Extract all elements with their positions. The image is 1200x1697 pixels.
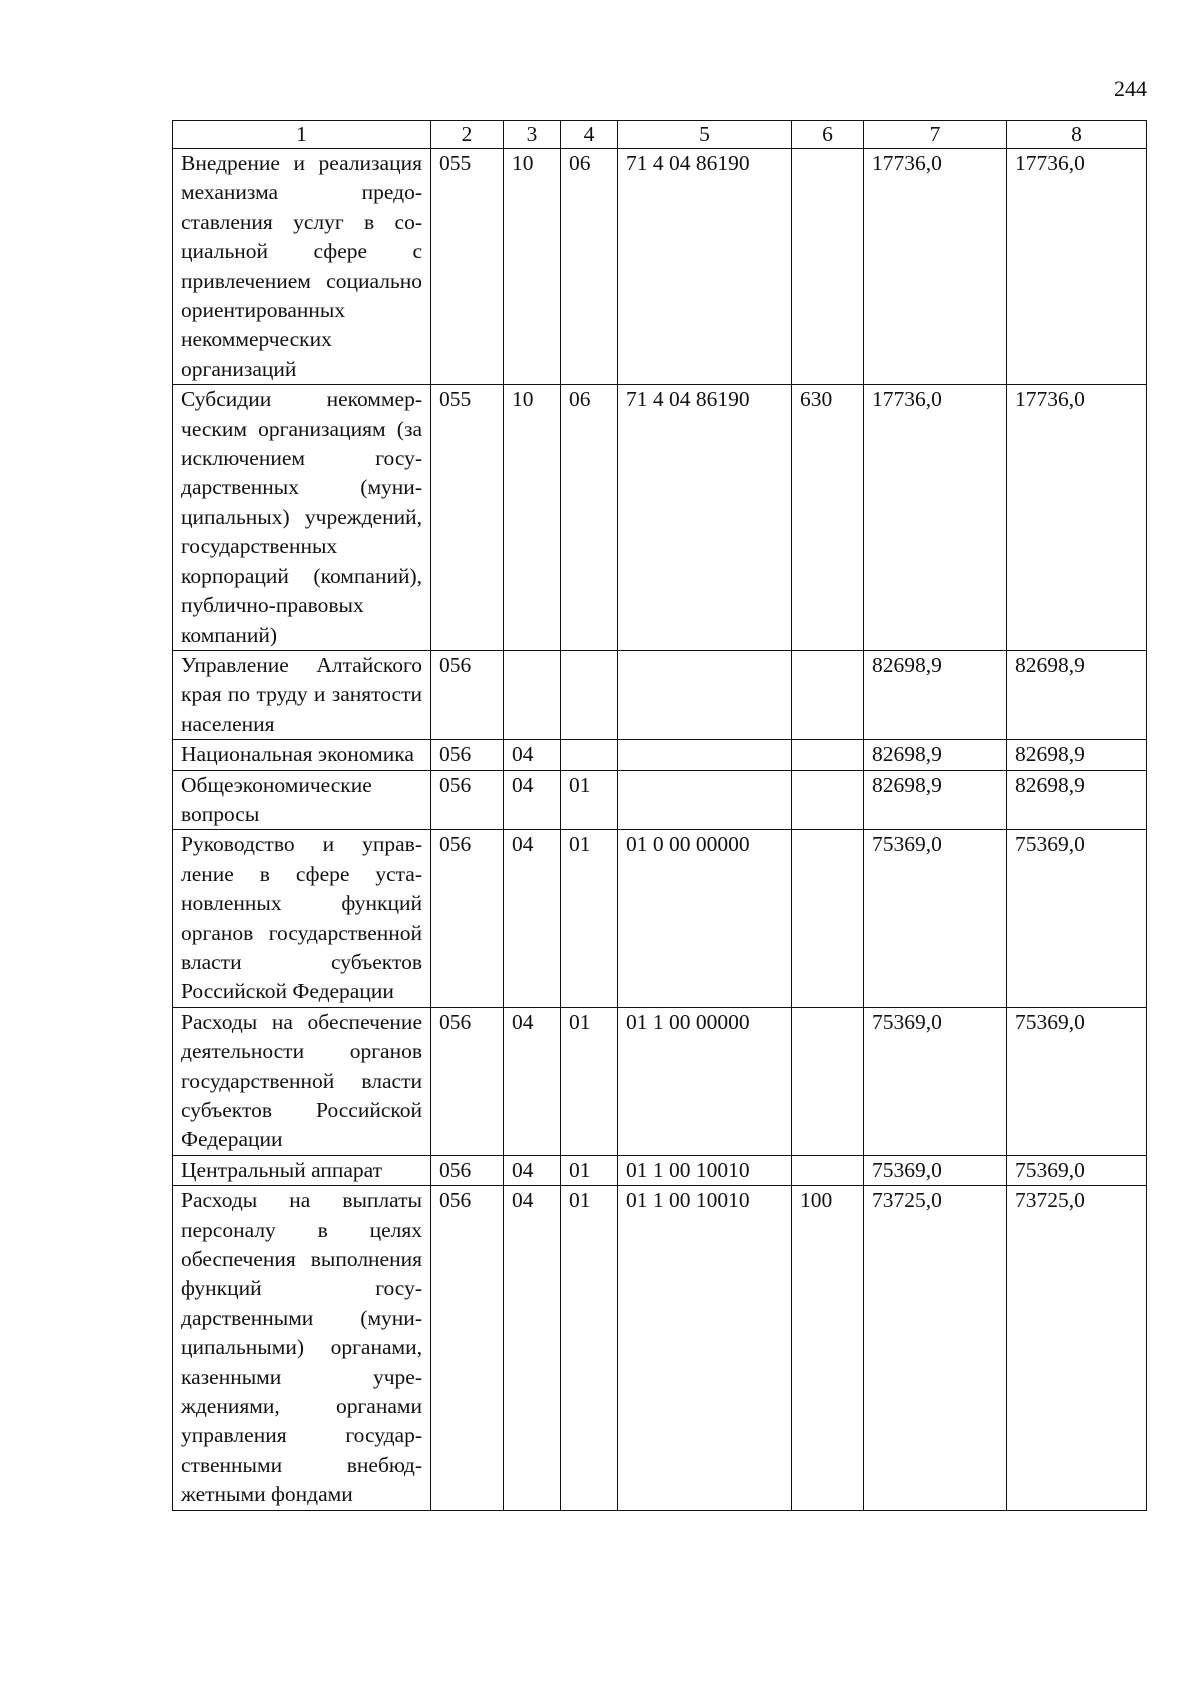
target-article-cell: 71 4 04 86190 <box>618 149 792 385</box>
section-cell <box>504 650 561 739</box>
subsection-cell: 01 <box>561 770 618 830</box>
admin-code-cell: 056 <box>431 1186 504 1510</box>
table-row <box>173 830 1147 1007</box>
target-article-cell <box>618 740 792 770</box>
amount-col7-cell: 82698,9 <box>864 740 1007 770</box>
table-row <box>173 385 1147 651</box>
admin-code-cell: 055 <box>431 385 504 651</box>
section-cell: 04 <box>504 740 561 770</box>
row-name-cell: Внедрение и реализация механизма предоставления услуг в социальной сфере с привлечением социально ориентированных некоммерческих организаций <box>173 149 431 385</box>
subsection-cell: 01 <box>561 1155 618 1185</box>
expense-type-cell <box>792 149 864 385</box>
section-cell: 10 <box>504 385 561 651</box>
admin-code-cell: 056 <box>431 770 504 830</box>
row-name-cell: Расходы на обеспечение деятельности органов государственной власти субъектов Российской Федерации <box>173 1007 431 1155</box>
subsection-cell: 01 <box>561 1007 618 1155</box>
row-name-cell: Расходы на выплаты персоналу в целях обеспечения выполнения функций государственными (муниципальными) органами, казенными учреждениями, органами управления государственными внебюджетными фондами <box>173 1186 431 1510</box>
row-name-cell: Центральный аппарат <box>173 1155 431 1185</box>
subsection-cell: 01 <box>561 830 618 1007</box>
subsection-cell <box>561 650 618 739</box>
section-cell: 04 <box>504 830 561 1007</box>
amount-col7-cell: 75369,0 <box>864 830 1007 1007</box>
table-row <box>173 650 1147 739</box>
column-header: 1 <box>173 121 431 149</box>
table-body <box>173 149 1147 1511</box>
target-article-cell: 01 1 00 10010 <box>618 1186 792 1510</box>
target-article-cell: 01 0 00 00000 <box>618 830 792 1007</box>
amount-col8-cell: 75369,0 <box>1007 830 1147 1007</box>
target-article-cell <box>618 770 792 830</box>
table-row <box>173 740 1147 770</box>
table-row <box>173 1186 1147 1510</box>
column-header: 4 <box>561 121 618 149</box>
table-row <box>173 1155 1147 1185</box>
section-cell: 10 <box>504 149 561 385</box>
table-row <box>173 770 1147 830</box>
amount-col8-cell: 82698,9 <box>1007 650 1147 739</box>
amount-col8-cell: 17736,0 <box>1007 385 1147 651</box>
section-cell: 04 <box>504 1186 561 1510</box>
amount-col7-cell: 75369,0 <box>864 1155 1007 1185</box>
row-name-cell: Управление Алтайского края по труду и занятости населения <box>173 650 431 739</box>
amount-col7-cell: 82698,9 <box>864 770 1007 830</box>
amount-col7-cell: 73725,0 <box>864 1186 1007 1510</box>
amount-col7-cell: 17736,0 <box>864 385 1007 651</box>
amount-col8-cell: 82698,9 <box>1007 740 1147 770</box>
section-cell: 04 <box>504 1007 561 1155</box>
expense-type-cell <box>792 1155 864 1185</box>
expense-type-cell <box>792 740 864 770</box>
subsection-cell: 01 <box>561 1186 618 1510</box>
expense-type-cell: 630 <box>792 385 864 651</box>
expense-type-cell <box>792 650 864 739</box>
table-row <box>173 149 1147 385</box>
subsection-cell: 06 <box>561 149 618 385</box>
row-name-cell: Национальная экономика <box>173 740 431 770</box>
section-cell: 04 <box>504 770 561 830</box>
column-number-row <box>173 121 1147 149</box>
amount-col8-cell: 75369,0 <box>1007 1007 1147 1155</box>
amount-col8-cell: 17736,0 <box>1007 149 1147 385</box>
admin-code-cell: 056 <box>431 830 504 1007</box>
table-row <box>173 1007 1147 1155</box>
amount-col8-cell: 75369,0 <box>1007 1155 1147 1185</box>
expense-type-cell <box>792 1007 864 1155</box>
row-name-cell: Общеэкономические вопросы <box>173 770 431 830</box>
target-article-cell: 01 1 00 00000 <box>618 1007 792 1155</box>
target-article-cell: 71 4 04 86190 <box>618 385 792 651</box>
amount-col7-cell: 75369,0 <box>864 1007 1007 1155</box>
amount-col8-cell: 73725,0 <box>1007 1186 1147 1510</box>
column-header: 8 <box>1007 121 1147 149</box>
expense-type-cell <box>792 770 864 830</box>
column-header: 2 <box>431 121 504 149</box>
expense-type-cell: 100 <box>792 1186 864 1510</box>
subsection-cell: 06 <box>561 385 618 651</box>
column-header: 7 <box>864 121 1007 149</box>
budget-table <box>172 120 1147 1511</box>
column-header: 6 <box>792 121 864 149</box>
admin-code-cell: 056 <box>431 1007 504 1155</box>
target-article-cell: 01 1 00 10010 <box>618 1155 792 1185</box>
section-cell: 04 <box>504 1155 561 1185</box>
column-header: 5 <box>618 121 792 149</box>
amount-col7-cell: 17736,0 <box>864 149 1007 385</box>
admin-code-cell: 056 <box>431 1155 504 1185</box>
target-article-cell <box>618 650 792 739</box>
admin-code-cell: 056 <box>431 740 504 770</box>
amount-col7-cell: 82698,9 <box>864 650 1007 739</box>
row-name-cell: Субсидии некоммерческим организациям (за исключением государственных (муниципальных) учреждений, государственных корпораций (компаний), публично-правовых компаний) <box>173 385 431 651</box>
page-number: 244 <box>1114 76 1147 101</box>
column-header: 3 <box>504 121 561 149</box>
amount-col8-cell: 82698,9 <box>1007 770 1147 830</box>
expense-type-cell <box>792 830 864 1007</box>
admin-code-cell: 056 <box>431 650 504 739</box>
row-name-cell: Руководство и управление в сфере установленных функций органов государственной власти субъектов Российской Федерации <box>173 830 431 1007</box>
admin-code-cell: 055 <box>431 149 504 385</box>
subsection-cell <box>561 740 618 770</box>
